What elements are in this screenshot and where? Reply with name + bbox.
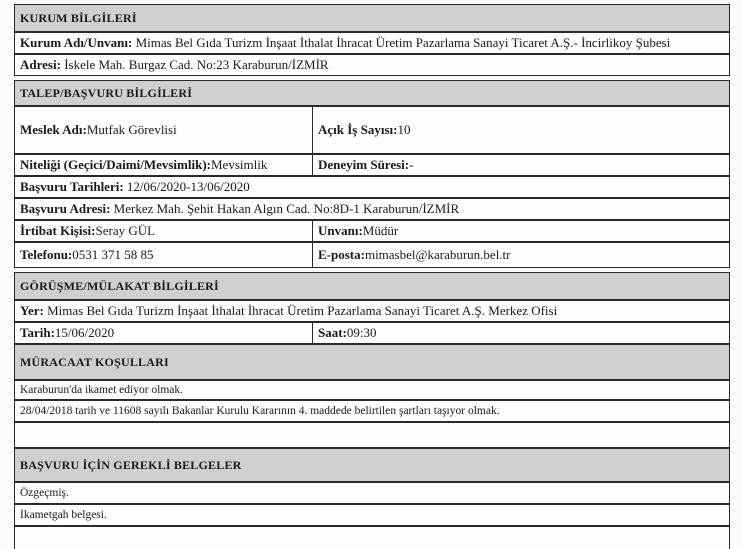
section-header-muracaat — [14, 344, 730, 380]
row-telefon — [14, 242, 730, 268]
section-header-talep — [14, 80, 730, 106]
section-title: MÜRACAAT KOŞULLARI — [20, 354, 169, 369]
section-header-gorusme — [14, 272, 730, 300]
field-label: Başvuru Adresi: — [20, 201, 111, 216]
field-value: Müdür — [362, 223, 399, 238]
field-value: 09:30 — [346, 325, 377, 340]
row-niteligi — [14, 154, 730, 176]
section-title: TALEP/BAŞVURU BİLGİLERİ — [20, 85, 193, 100]
field-label: Açık İş Sayısı: — [318, 122, 398, 137]
condition-text: Karaburun'da ikamet ediyor olmak. — [20, 384, 184, 396]
row-irtibat — [14, 220, 730, 242]
field-label: E-posta: — [318, 247, 365, 262]
field-value: 12/06/2020-13/06/2020 — [123, 179, 250, 194]
list-item — [14, 380, 730, 400]
empty-row — [14, 526, 730, 549]
row-basvuru-adres — [14, 198, 730, 220]
row-tarih-saat — [14, 322, 730, 344]
list-item — [14, 482, 730, 504]
field-label: Başvuru Tarihleri: — [20, 179, 124, 194]
row-meslek — [14, 106, 730, 154]
row-kurum-adi — [14, 32, 730, 54]
row-yer — [14, 300, 730, 322]
section-title: BAŞVURU İÇİN GEREKLİ BELGELER — [20, 457, 242, 472]
field-label: Meslek Adı: — [20, 122, 87, 137]
field-label: Tarih: — [20, 325, 55, 340]
field-value: 10 — [397, 122, 411, 137]
field-value: Mevsimlik — [210, 157, 268, 172]
document-text: İkametgah belgesi. — [20, 509, 107, 521]
field-value: Mimas Bel Gıda Turizm İnşaat İthalat İhracat Üretim Pazarlama Sanayi Ticaret A.Ş. Merkez Ofisi — [43, 303, 558, 318]
section-title: GÖRÜŞME/MÜLAKAT BİLGİLERİ — [20, 278, 219, 293]
field-value: 0531 371 58 85 — [72, 247, 154, 262]
field-label: Yer: — [20, 303, 44, 318]
field-label: Adresi: — [20, 57, 61, 72]
field-value: 15/06/2020 — [54, 325, 115, 340]
field-label: İrtibat Kişisi: — [20, 223, 96, 238]
empty-row — [14, 422, 730, 448]
section-header-belgeler — [14, 448, 730, 482]
field-value: Mimas Bel Gıda Turizm İnşaat İthalat İhracat Üretim Pazarlama Sanayi Ticaret A.Ş.- İncirlikoy Şubesi — [132, 35, 671, 50]
field-value: mimasbel@karaburun.bel.tr — [364, 247, 511, 262]
field-value: Merkez Mah. Şehit Hakan Algın Cad. No:8D-1 Karaburun/İZMİR — [110, 201, 460, 216]
list-item — [14, 400, 730, 422]
section-header-kurum — [14, 4, 730, 32]
field-label: Deneyim Süresi: — [318, 157, 410, 172]
list-item — [14, 504, 730, 526]
field-value: İskele Mah. Burgaz Cad. No:23 Karaburun/İZMİR — [60, 57, 329, 72]
document-text: Özgeçmiş. — [20, 487, 69, 499]
section-title: KURUM BİLGİLERİ — [20, 10, 137, 25]
row-kurum-adres — [14, 54, 730, 76]
field-value: Seray GÜL — [95, 223, 156, 238]
condition-text: 28/04/2018 tarih ve 11608 sayılı Bakanlar Kurulu Kararının 4. maddede belirtilen şartları taşıyor olmak. — [20, 405, 500, 417]
row-basvuru-tarih — [14, 176, 730, 198]
field-label: Saat: — [318, 325, 347, 340]
field-label: Kurum Adı/Unvanı: — [20, 35, 133, 50]
field-value: - — [409, 157, 414, 172]
field-label: Telefonu: — [20, 247, 73, 262]
field-label: Niteliği (Geçici/Daimi/Mevsimlik): — [20, 157, 211, 172]
field-label: Unvanı: — [318, 223, 363, 238]
field-value: Mutfak Görevlisi — [86, 122, 177, 137]
